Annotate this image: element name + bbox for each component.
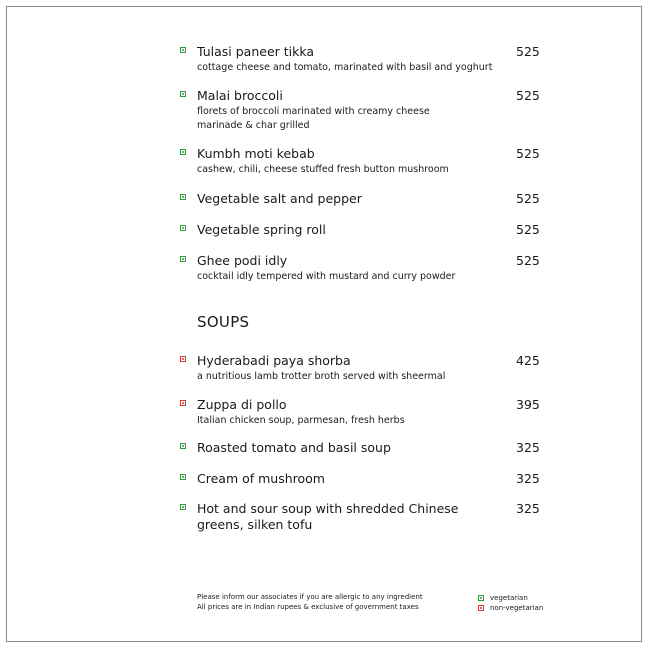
menu-item-name: Hyderabadi paya shorba [197,353,351,368]
menu-item-price: 525 [516,191,540,206]
menu-item-description: cocktail idly tempered with mustard and curry powder [197,271,456,282]
menu-item-price: 525 [516,222,540,237]
menu-item-name: Vegetable spring roll [197,222,326,237]
vegetarian-icon [180,194,186,200]
vegetarian-icon [180,225,186,231]
vegetarian-icon [180,256,186,262]
non-vegetarian-icon [180,400,186,406]
vegetarian-icon [180,47,186,53]
menu-item-name: Vegetable salt and pepper [197,191,362,206]
legend-label: non-vegetarian [490,604,544,612]
menu-page [6,6,642,642]
vegetarian-icon [180,443,186,449]
non-vegetarian-icon [478,605,484,611]
menu-item-price: 525 [516,88,540,103]
menu-item-price: 325 [516,501,540,516]
menu-item-description: cashew, chili, cheese stuffed fresh button mushroom [197,164,449,175]
vegetarian-icon [180,504,186,510]
legend-label: vegetarian [490,594,528,602]
menu-item-name: Tulasi paneer tikka [197,44,315,59]
menu-item-name: Ghee podi idly [197,253,288,268]
price-note: All prices are in Indian rupees & exclusive of government taxes [197,603,419,611]
menu-item-name: Zuppa di pollo [197,397,287,412]
menu-item-name: Malai broccoli [197,88,283,103]
vegetarian-icon [180,91,186,97]
menu-item-price: 425 [516,353,540,368]
menu-item-price: 395 [516,397,540,412]
menu-item-name: Kumbh moti kebab [197,146,315,161]
vegetarian-icon [180,474,186,480]
menu-item-description: a nutritious lamb trotter broth served with sheermal [197,371,446,382]
vegetarian-icon [478,595,484,601]
menu-item-price: 525 [516,44,540,59]
menu-item-price: 525 [516,146,540,161]
menu-item-price: 325 [516,440,540,455]
menu-item-price: 325 [516,471,540,486]
menu-item-price: 525 [516,253,540,268]
allergy-note: Please inform our associates if you are allergic to any ingredient [197,593,423,601]
menu-item-name: Roasted tomato and basil soup [197,440,391,455]
menu-item-name: Cream of mushroom [197,471,325,486]
non-vegetarian-icon [180,356,186,362]
vegetarian-icon [180,149,186,155]
menu-item-description: Italian chicken soup, parmesan, fresh herbs [197,415,405,426]
menu-item-description: cottage cheese and tomato, marinated with basil and yoghurt [197,62,493,73]
menu-item-name: Hot and sour soup with shredded Chinese greens, silken tofu [197,501,459,532]
menu-item-description: florets of broccoli marinated with creamy cheese marinade & char grilled [197,106,430,131]
section-title-soups: SOUPS [197,313,250,331]
